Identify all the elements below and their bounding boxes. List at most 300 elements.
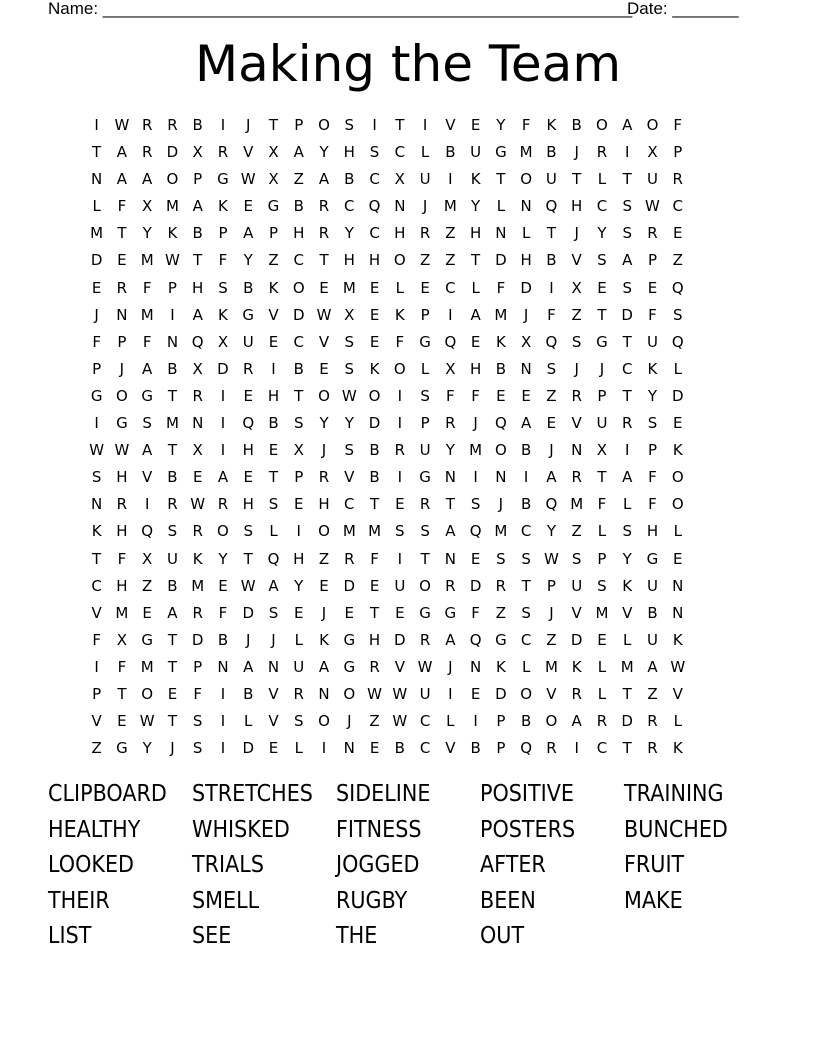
grid-letter: R	[546, 739, 557, 758]
grid-row	[84, 708, 741, 735]
grid-letter: S	[268, 603, 279, 622]
grid-letter: L	[244, 712, 253, 731]
grid-letter: I	[94, 657, 99, 676]
grid-letter: X	[571, 278, 582, 297]
grid-letter: F	[218, 603, 228, 622]
grid-letter: A	[167, 603, 178, 622]
grid-letter: L	[294, 630, 303, 649]
grid-letter: N	[444, 468, 456, 487]
grid-row	[84, 383, 741, 410]
grid-letter: L	[471, 278, 480, 297]
grid-letter: O	[520, 684, 533, 703]
grid-letter: T	[167, 712, 178, 731]
grid-letter: J	[574, 224, 579, 243]
grid-letter: R	[344, 549, 355, 568]
grid-letter: G	[242, 305, 255, 324]
grid-letter: R	[167, 116, 178, 134]
grid-letter: Z	[546, 630, 557, 649]
grid-letter: A	[647, 657, 658, 676]
grid-letter: U	[646, 170, 658, 189]
grid-letter: R	[672, 170, 683, 189]
grid-letter: F	[117, 549, 127, 568]
grid-letter: E	[521, 386, 531, 405]
grid-row	[84, 112, 741, 139]
grid-letter: W	[392, 684, 408, 703]
grid-letter: I	[271, 359, 276, 378]
grid-letter: J	[473, 414, 478, 433]
grid-letter: X	[268, 143, 279, 162]
grid-letter: C	[520, 522, 532, 541]
grid-letter: G	[141, 630, 153, 649]
grid-letter: D	[671, 386, 684, 405]
grid-letter: M	[165, 197, 179, 216]
grid-letter: N	[318, 684, 330, 703]
grid-letter: A	[445, 522, 456, 541]
grid-row	[84, 600, 741, 627]
grid-letter: R	[419, 495, 431, 514]
grid-letter: R	[647, 224, 658, 243]
grid-letter: B	[394, 739, 405, 758]
grid-letter: V	[91, 712, 102, 731]
grid-letter: A	[142, 359, 153, 378]
grid-letter: B	[167, 576, 178, 595]
grid-letter: D	[495, 684, 507, 703]
grid-letter: M	[140, 657, 154, 676]
grid-letter: L	[92, 197, 101, 216]
word-bank-item: TRIALS	[192, 852, 264, 879]
grid-letter: L	[496, 197, 506, 216]
grid-letter: R	[571, 684, 582, 703]
grid-letter: K	[192, 549, 203, 568]
grid-letter: R	[318, 468, 330, 487]
grid-letter: P	[117, 332, 127, 351]
grid-row	[84, 735, 741, 762]
grid-letter: G	[495, 143, 507, 162]
grid-letter: O	[596, 116, 608, 134]
grid-letter: P	[647, 251, 657, 270]
grid-letter: P	[496, 739, 506, 758]
grid-letter: Y	[647, 386, 658, 405]
grid-letter: H	[293, 224, 305, 243]
grid-letter: R	[621, 414, 633, 433]
grid-letter: I	[170, 305, 175, 324]
grid-letter: S	[344, 359, 355, 378]
grid-letter: J	[498, 495, 504, 514]
grid-letter: Z	[445, 251, 456, 270]
grid-letter: I	[220, 684, 226, 703]
grid-letter: M	[342, 522, 356, 541]
grid-letter: L	[294, 739, 303, 758]
grid-letter: M	[494, 522, 508, 541]
grid-letter: T	[622, 684, 632, 703]
grid-letter: R	[596, 143, 608, 162]
grid-letter: R	[571, 468, 582, 487]
grid-letter: I	[448, 170, 453, 189]
grid-letter: D	[343, 576, 356, 595]
grid-letter: J	[271, 630, 276, 649]
grid-letter: P	[597, 549, 607, 568]
grid-letter: A	[318, 657, 330, 676]
grid-letter: I	[523, 468, 529, 487]
grid-letter: R	[116, 495, 128, 514]
grid-letter: B	[546, 143, 557, 162]
grid-letter: H	[116, 576, 128, 595]
grid-letter: E	[268, 332, 279, 351]
grid-letter: Q	[191, 332, 204, 351]
grid-letter: C	[293, 251, 304, 270]
grid-letter: D	[191, 630, 204, 649]
grid-letter: N	[672, 576, 684, 595]
grid-letter: G	[116, 414, 128, 433]
grid-row	[84, 654, 741, 681]
grid-letter: G	[646, 549, 659, 568]
grid-letter: W	[240, 170, 256, 189]
word-bank-item: FITNESS	[336, 816, 422, 843]
grid-letter: S	[521, 549, 531, 568]
grid-letter: S	[597, 576, 607, 595]
grid-letter: C	[419, 712, 431, 731]
grid-letter: J	[94, 305, 99, 324]
grid-letter: O	[393, 251, 406, 270]
grid-letter: A	[192, 197, 203, 216]
grid-letter: U	[394, 576, 406, 595]
grid-letter: E	[117, 251, 127, 270]
grid-letter: K	[218, 197, 228, 216]
grid-letter: W	[341, 386, 357, 405]
grid-letter: U	[419, 441, 431, 460]
grid-letter: X	[344, 305, 355, 324]
grid-letter: O	[318, 116, 330, 134]
grid-row	[84, 491, 741, 518]
grid-letter: E	[496, 386, 506, 405]
word-bank-item: WHISKED	[192, 816, 290, 843]
grid-letter: B	[243, 278, 254, 297]
grid-row	[84, 275, 741, 302]
grid-letter: L	[597, 522, 607, 541]
grid-letter: I	[220, 414, 226, 433]
grid-letter: B	[243, 684, 254, 703]
word-bank-item: BEEN	[480, 887, 536, 914]
grid-letter: I	[473, 468, 478, 487]
grid-letter: V	[622, 603, 633, 622]
grid-letter: U	[571, 576, 583, 595]
grid-letter: E	[369, 576, 380, 595]
grid-letter: X	[293, 441, 304, 460]
grid-letter: Z	[672, 251, 683, 270]
grid-letter: R	[192, 603, 203, 622]
grid-letter: A	[622, 116, 633, 134]
grid-letter: E	[647, 278, 658, 297]
grid-letter: V	[571, 251, 582, 270]
grid-letter: Q	[267, 549, 280, 568]
grid-letter: U	[419, 170, 431, 189]
grid-letter: O	[494, 441, 507, 460]
grid-letter: K	[672, 630, 683, 649]
grid-letter: X	[142, 197, 153, 216]
grid-letter: R	[217, 495, 229, 514]
grid-letter: C	[344, 197, 355, 216]
grid-letter: M	[494, 305, 508, 324]
grid-letter: S	[167, 522, 178, 541]
grid-letter: K	[672, 739, 683, 758]
grid-letter: T	[167, 441, 178, 460]
grid-letter: Z	[369, 712, 380, 731]
grid-letter: E	[470, 332, 481, 351]
grid-letter: T	[294, 386, 304, 405]
grid-letter: T	[167, 386, 178, 405]
grid-letter: E	[673, 549, 683, 568]
grid-letter: I	[448, 684, 453, 703]
grid-letter: Y	[344, 224, 354, 243]
grid-letter: B	[521, 495, 532, 514]
page-title: Making the Team	[194, 35, 622, 93]
grid-letter: D	[242, 739, 254, 758]
word-bank-item: JOGGED	[336, 852, 420, 879]
grid-letter: A	[622, 251, 633, 270]
grid-letter: T	[622, 332, 632, 351]
grid-letter: K	[495, 332, 506, 351]
grid-row	[84, 139, 741, 166]
grid-letter: S	[293, 414, 304, 433]
grid-letter: B	[521, 712, 532, 731]
grid-letter: T	[420, 549, 430, 568]
grid-letter: I	[220, 739, 226, 758]
grid-letter: X	[192, 441, 203, 460]
grid-letter: A	[445, 630, 456, 649]
grid-letter: V	[394, 657, 405, 676]
word-bank-item: POSTERS	[480, 816, 576, 843]
grid-letter: F	[193, 684, 203, 703]
grid-letter: Z	[142, 576, 153, 595]
grid-letter: V	[672, 684, 683, 703]
grid-letter: S	[142, 414, 152, 433]
grid-letter: E	[470, 116, 481, 134]
grid-letter: S	[622, 278, 632, 297]
grid-letter: S	[571, 549, 582, 568]
grid-letter: A	[470, 305, 481, 324]
worksheet-header	[48, 0, 748, 20]
grid-letter: O	[393, 359, 406, 378]
grid-letter: T	[369, 603, 380, 622]
grid-letter: B	[369, 468, 380, 487]
grid-letter: I	[94, 116, 99, 134]
grid-letter: B	[445, 143, 456, 162]
grid-letter: U	[293, 657, 305, 676]
grid-letter: J	[347, 712, 352, 731]
grid-letter: O	[343, 684, 356, 703]
grid-letter: T	[369, 495, 380, 514]
grid-letter: I	[448, 305, 453, 324]
grid-letter: M	[519, 143, 533, 162]
grid-letter: F	[92, 332, 101, 351]
grid-letter: K	[319, 630, 329, 649]
grid-letter: Y	[319, 414, 329, 433]
grid-letter: O	[671, 468, 684, 487]
grid-letter: D	[570, 630, 583, 649]
grid-letter: V	[344, 468, 355, 487]
grid-letter: L	[673, 522, 682, 541]
grid-letter: V	[243, 143, 254, 162]
grid-letter: E	[369, 278, 380, 297]
grid-letter: H	[520, 251, 532, 270]
grid-letter: O	[520, 170, 533, 189]
grid-letter: R	[495, 576, 507, 595]
grid-letter: I	[397, 468, 403, 487]
grid-letter: Y	[243, 251, 253, 270]
grid-letter: H	[368, 630, 381, 649]
grid-letter: T	[572, 170, 582, 189]
grid-letter: J	[170, 739, 175, 758]
grid-letter: M	[368, 522, 382, 541]
grid-letter: J	[246, 116, 251, 134]
grid-letter: Q	[469, 630, 482, 649]
grid-letter: V	[445, 739, 456, 758]
grid-row	[84, 546, 741, 573]
grid-letter: S	[268, 495, 279, 514]
grid-letter: E	[344, 603, 355, 622]
grid-letter: J	[448, 657, 453, 676]
grid-letter: V	[142, 468, 153, 487]
word-bank-item: THE	[336, 923, 378, 950]
grid-letter: Z	[445, 224, 456, 243]
grid-letter: F	[142, 332, 152, 351]
grid-letter: G	[596, 332, 608, 351]
grid-letter: W	[392, 712, 408, 731]
grid-letter: B	[521, 441, 532, 460]
grid-letter: F	[648, 305, 657, 324]
grid-letter: E	[268, 441, 279, 460]
grid-letter: K	[495, 657, 506, 676]
grid-letter: D	[292, 305, 305, 324]
grid-letter: R	[217, 143, 229, 162]
grid-letter: C	[672, 197, 683, 216]
grid-letter: E	[420, 278, 430, 297]
grid-letter: U	[596, 414, 608, 433]
grid-letter: A	[622, 468, 633, 487]
grid-letter: J	[321, 603, 327, 622]
grid-letter: A	[318, 170, 330, 189]
grid-letter: N	[166, 332, 179, 351]
grid-letter: Z	[293, 170, 304, 189]
grid-letter: O	[419, 576, 431, 595]
word-bank-item: SIDELINE	[336, 781, 431, 807]
grid-letter: A	[192, 305, 203, 324]
grid-letter: H	[116, 522, 128, 541]
grid-letter: F	[370, 549, 379, 568]
grid-letter: S	[192, 739, 203, 758]
grid-letter: K	[167, 224, 178, 243]
grid-letter: I	[422, 116, 428, 134]
grid-letter: L	[673, 712, 682, 731]
grid-letter: H	[368, 251, 381, 270]
grid-letter: D	[469, 576, 482, 595]
grid-letter: M	[140, 251, 154, 270]
grid-letter: X	[192, 143, 203, 162]
grid-letter: T	[521, 576, 531, 595]
grid-letter: O	[545, 712, 558, 731]
grid-letter: C	[369, 170, 380, 189]
grid-letter: X	[596, 441, 608, 460]
grid-letter: G	[217, 170, 229, 189]
grid-letter: S	[293, 712, 304, 731]
grid-letter: M	[115, 603, 129, 622]
word-bank-item: LOOKED	[48, 852, 134, 879]
grid-letter: Q	[545, 495, 558, 514]
grid-letter: Y	[471, 197, 481, 216]
grid-letter: S	[672, 305, 683, 324]
grid-letter: I	[321, 739, 327, 758]
grid-letter: D	[368, 414, 381, 433]
grid-letter: Z	[268, 251, 279, 270]
grid-letter: Y	[622, 549, 632, 568]
grid-letter: I	[296, 522, 301, 541]
grid-letter: Y	[142, 224, 152, 243]
grid-letter: X	[647, 143, 658, 162]
grid-letter: W	[417, 657, 433, 676]
grid-letter: W	[240, 576, 256, 595]
grid-letter: K	[571, 657, 582, 676]
grid-row	[84, 464, 741, 491]
grid-letter: E	[319, 278, 329, 297]
grid-letter: W	[165, 251, 180, 270]
word-bank-item: CLIPBOARD	[48, 781, 167, 807]
grid-letter: M	[595, 603, 609, 622]
grid-letter: W	[367, 684, 382, 703]
grid-letter: C	[596, 197, 608, 216]
grid-letter: I	[372, 116, 377, 134]
grid-letter: I	[397, 414, 403, 433]
grid-letter: F	[673, 116, 683, 134]
grid-letter: Z	[647, 684, 658, 703]
grid-letter: I	[473, 712, 478, 731]
grid-letter: I	[624, 143, 630, 162]
grid-letter: H	[267, 386, 280, 405]
grid-letter: T	[445, 495, 455, 514]
grid-letter: S	[571, 332, 582, 351]
grid-letter: S	[622, 522, 632, 541]
grid-letter: N	[343, 739, 355, 758]
grid-letter: O	[671, 495, 684, 514]
word-bank-item: FRUIT	[624, 852, 685, 879]
grid-letter: B	[293, 359, 304, 378]
word-bank-item: THEIR	[48, 887, 110, 914]
grid-row	[84, 573, 741, 600]
grid-letter: J	[599, 359, 605, 378]
grid-letter: D	[394, 630, 406, 649]
grid-letter: U	[166, 549, 178, 568]
grid-letter: K	[218, 305, 228, 324]
grid-letter: K	[91, 522, 102, 541]
grid-letter: R	[647, 739, 658, 758]
grid-letter: Z	[495, 603, 507, 622]
grid-letter: P	[167, 278, 177, 297]
grid-letter: M	[140, 305, 154, 324]
grid-letter: I	[220, 116, 226, 134]
grid-letter: F	[648, 468, 657, 487]
grid-letter: B	[647, 603, 658, 622]
grid-letter: W	[316, 305, 332, 324]
grid-letter: L	[623, 495, 632, 514]
grid-letter: H	[242, 441, 254, 460]
grid-letter: P	[546, 576, 556, 595]
grid-letter: L	[395, 278, 404, 297]
grid-letter: S	[344, 116, 355, 134]
grid-letter: E	[319, 359, 329, 378]
grid-letter: H	[469, 359, 482, 378]
grid-letter: Y	[597, 224, 607, 243]
grid-letter: T	[92, 143, 102, 162]
word-bank-item: HEALTHY	[48, 816, 141, 843]
